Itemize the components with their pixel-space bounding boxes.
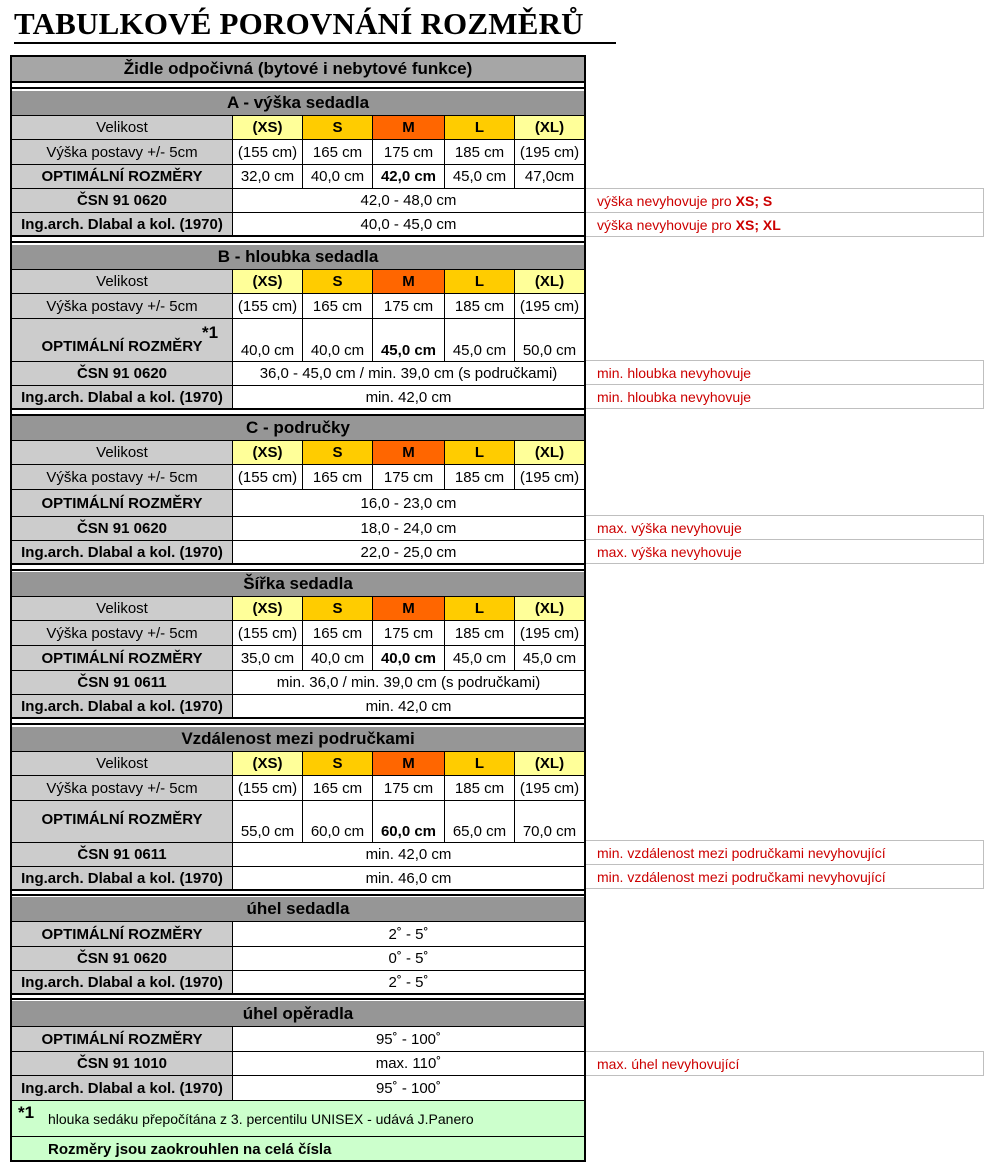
spacer [12, 237, 584, 243]
csn-value: 0˚ - 5˚ [232, 947, 584, 970]
size-m: M [372, 441, 444, 464]
section-b-optimal-row [12, 318, 584, 361]
section-f-header-row [12, 897, 584, 921]
height-m: 175 cm [372, 140, 444, 164]
height-s: 165 cm [302, 621, 372, 645]
size-xs: (XS) [232, 116, 302, 139]
dlabal-label: Ing.arch. Dlabal a kol. (1970) [12, 971, 232, 993]
height-l: 185 cm [444, 140, 514, 164]
csn-label: ČSN 91 0620 [12, 517, 232, 540]
dlabal-value: min. 46,0 cm [232, 867, 584, 889]
section-g-optimal-row [12, 1026, 584, 1051]
dlabal-label: Ing.arch. Dlabal a kol. (1970) [12, 1076, 232, 1100]
size-xl: (XL) [514, 752, 584, 775]
footnote-text-2: Rozměry jsou zaokrouhlen na celá čísla [48, 1141, 332, 1158]
dlabal-label: Ing.arch. Dlabal a kol. (1970) [12, 867, 232, 889]
size-xs: (XS) [232, 597, 302, 620]
height-xl: (195 cm) [514, 294, 584, 318]
height-xl: (195 cm) [514, 776, 584, 800]
section-c-header-row [12, 416, 584, 440]
section-a-optimal-row [12, 164, 584, 188]
note-c-dlabal-text: max. výška nevyhovuje [597, 543, 742, 560]
csn-value: 42,0 - 48,0 cm [232, 189, 584, 212]
section-f-dlabal-row [12, 970, 584, 995]
height-m: 175 cm [372, 621, 444, 645]
dlabal-value: 22,0 - 25,0 cm [232, 541, 584, 563]
note-b-dlabal [586, 384, 984, 409]
height-m: 175 cm [372, 294, 444, 318]
note-e-csn [586, 840, 984, 865]
velikost-label: Velikost [12, 752, 232, 775]
note-a-csn-bold: XS; S [735, 192, 773, 209]
section-a-dlabal-row [12, 212, 584, 237]
velikost-label: Velikost [12, 441, 232, 464]
height-xs: (155 cm) [232, 465, 302, 489]
section-e-header: Vzdálenost mezi područkami [12, 727, 584, 751]
size-xl: (XL) [514, 116, 584, 139]
section-b-dlabal-row [12, 385, 584, 410]
note-g-csn-text: max. úhel nevyhovující [597, 1055, 740, 1072]
csn-value: min. 36,0 / min. 39,0 cm (s područkami) [232, 671, 584, 694]
section-e-size-row [12, 751, 584, 775]
section-d-dlabal-row [12, 694, 584, 719]
optimal-l: 45,0 cm [444, 165, 514, 188]
section-b-height-row [12, 293, 584, 318]
section-c-height-row [12, 464, 584, 489]
size-s: S [302, 752, 372, 775]
csn-label: ČSN 91 1010 [12, 1052, 232, 1075]
note-c-csn [586, 515, 984, 540]
note-a-dlabal-bold: XS; XL [735, 216, 781, 233]
height-xs: (155 cm) [232, 776, 302, 800]
height-m: 175 cm [372, 776, 444, 800]
section-d-csn-row [12, 670, 584, 694]
height-l: 185 cm [444, 294, 514, 318]
optimal-label-text: OPTIMÁLNÍ ROZMĚRY [41, 338, 203, 355]
note-c-dlabal [586, 539, 984, 564]
height-xl: (195 cm) [514, 465, 584, 489]
dlabal-label: Ing.arch. Dlabal a kol. (1970) [12, 695, 232, 717]
optimal-xs: 32,0 cm [232, 165, 302, 188]
section-g-header-row [12, 1001, 584, 1026]
vyska-postavy-label: Výška postavy +/- 5cm [12, 465, 232, 489]
footnote-row-1 [12, 1100, 584, 1136]
size-s: S [302, 116, 372, 139]
csn-label: ČSN 91 0620 [12, 947, 232, 970]
section-d-header-row [12, 572, 584, 596]
dlabal-value: 40,0 - 45,0 cm [232, 213, 584, 235]
section-b-csn-row [12, 361, 584, 385]
height-xs: (155 cm) [232, 621, 302, 645]
note-b-csn-text: min. hloubka nevyhovuje [597, 364, 752, 381]
optimal-label: OPTIMÁLNÍ ROZMĚRY [12, 646, 232, 670]
optimal-value: 16,0 - 23,0 cm [232, 490, 584, 516]
section-e-dlabal-row [12, 866, 584, 891]
height-xl: (195 cm) [514, 140, 584, 164]
optimal-l: 45,0 cm [444, 319, 514, 361]
size-m: M [372, 597, 444, 620]
size-xs: (XS) [232, 752, 302, 775]
optimal-s: 40,0 cm [302, 319, 372, 361]
dlabal-value: min. 42,0 cm [232, 386, 584, 408]
height-l: 185 cm [444, 465, 514, 489]
optimal-xl: 47,0cm [514, 165, 584, 188]
height-m: 175 cm [372, 465, 444, 489]
csn-label: ČSN 91 0620 [12, 189, 232, 212]
optimal-xl: 70,0 cm [514, 801, 584, 842]
optimal-xl: 45,0 cm [514, 646, 584, 670]
section-e-header-row [12, 727, 584, 751]
section-b-size-row [12, 269, 584, 293]
size-xl: (XL) [514, 270, 584, 293]
section-a-height-row [12, 139, 584, 164]
note-g-csn [586, 1051, 984, 1076]
optimal-m: 60,0 cm [372, 801, 444, 842]
section-a-header: A - výška sedadla [12, 91, 584, 115]
dlabal-value: 95˚ - 100˚ [232, 1076, 584, 1100]
spacer [12, 995, 584, 1000]
vyska-postavy-label: Výška postavy +/- 5cm [12, 776, 232, 800]
vyska-postavy-label: Výška postavy +/- 5cm [12, 621, 232, 645]
section-c-size-row [12, 440, 584, 464]
section-f-header: úhel sedadla [12, 897, 584, 921]
optimal-xs: 35,0 cm [232, 646, 302, 670]
size-m: M [372, 270, 444, 293]
height-l: 185 cm [444, 776, 514, 800]
optimal-s: 40,0 cm [302, 165, 372, 188]
size-m: M [372, 116, 444, 139]
csn-label: ČSN 91 0611 [12, 671, 232, 694]
table-title-row [12, 57, 584, 83]
optimal-xs: 40,0 cm [232, 319, 302, 361]
section-c-csn-row [12, 516, 584, 540]
section-a-header-row [12, 91, 584, 115]
size-s: S [302, 597, 372, 620]
section-b-header-row [12, 245, 584, 269]
dlabal-label: Ing.arch. Dlabal a kol. (1970) [12, 386, 232, 408]
section-c-optimal-row [12, 489, 584, 516]
optimal-value: 95˚ - 100˚ [232, 1027, 584, 1051]
size-xl: (XL) [514, 597, 584, 620]
size-xl: (XL) [514, 441, 584, 464]
dlabal-value: min. 42,0 cm [232, 695, 584, 717]
vyska-postavy-label: Výška postavy +/- 5cm [12, 140, 232, 164]
height-s: 165 cm [302, 140, 372, 164]
height-xs: (155 cm) [232, 140, 302, 164]
comparison-table [10, 55, 586, 1162]
optimal-value: 2˚ - 5˚ [232, 922, 584, 946]
note-c-csn-text: max. výška nevyhovuje [597, 519, 742, 536]
section-e-optimal-row [12, 800, 584, 842]
section-g-header: úhel opěradla [12, 1001, 584, 1026]
height-s: 165 cm [302, 465, 372, 489]
asterisk-marker: *1 [202, 323, 219, 342]
note-b-dlabal-text: min. hloubka nevyhovuje [597, 388, 752, 405]
section-e-height-row [12, 775, 584, 800]
height-xs: (155 cm) [232, 294, 302, 318]
section-g-csn-row [12, 1051, 584, 1075]
spacer [12, 891, 584, 896]
section-c-header: C - područky [12, 416, 584, 440]
note-e-dlabal [586, 864, 984, 889]
optimal-label: OPTIMÁLNÍ ROZMĚRY [12, 1027, 232, 1051]
csn-value: max. 110˚ [232, 1052, 584, 1075]
size-l: L [444, 270, 514, 293]
optimal-s: 60,0 cm [302, 801, 372, 842]
optimal-label: OPTIMÁLNÍ ROZMĚRY [12, 922, 232, 946]
note-e-csn-text: min. vzdálenost mezi područkami nevyhovující [597, 844, 886, 861]
footnote-text-1: hlouka sedáku přepočítána z 3. percentilu UNISEX - udává J.Panero [48, 1111, 474, 1127]
note-a-csn-text: výška nevyhovuje pro [597, 192, 732, 209]
size-l: L [444, 597, 514, 620]
optimal-label: OPTIMÁLNÍ ROZMĚRY [12, 801, 232, 842]
spacer [12, 565, 584, 571]
section-d-optimal-row [12, 645, 584, 670]
section-b-header: B - hloubka sedadla [12, 245, 584, 269]
note-b-csn [586, 360, 984, 385]
size-s: S [302, 441, 372, 464]
size-s: S [302, 270, 372, 293]
size-m: M [372, 752, 444, 775]
section-d-size-row [12, 596, 584, 620]
height-s: 165 cm [302, 776, 372, 800]
optimal-l: 65,0 cm [444, 801, 514, 842]
size-l: L [444, 441, 514, 464]
section-e-csn-row [12, 842, 584, 866]
section-g-dlabal-row [12, 1075, 584, 1100]
size-xs: (XS) [232, 441, 302, 464]
section-f-optimal-row [12, 921, 584, 946]
dlabal-label: Ing.arch. Dlabal a kol. (1970) [12, 213, 232, 235]
spacer [12, 719, 584, 725]
section-d-header: Šířka sedadla [12, 572, 584, 596]
csn-value: 18,0 - 24,0 cm [232, 517, 584, 540]
velikost-label: Velikost [12, 116, 232, 139]
csn-value: 36,0 - 45,0 cm / min. 39,0 cm (s područkami) [232, 362, 584, 385]
csn-label: ČSN 91 0620 [12, 362, 232, 385]
optimal-label: OPTIMÁLNÍ ROZMĚRY [12, 490, 232, 516]
optimal-m: 42,0 cm [372, 165, 444, 188]
dlabal-value: 2˚ - 5˚ [232, 971, 584, 993]
size-l: L [444, 752, 514, 775]
optimal-m: 40,0 cm [372, 646, 444, 670]
note-a-dlabal [586, 212, 984, 237]
note-e-dlabal-text: min. vzdálenost mezi područkami nevyhovující [597, 868, 886, 885]
height-l: 185 cm [444, 621, 514, 645]
section-a-csn-row [12, 188, 584, 212]
dlabal-label: Ing.arch. Dlabal a kol. (1970) [12, 541, 232, 563]
velikost-label: Velikost [12, 270, 232, 293]
document-title: TABULKOVÉ POROVNÁNÍ ROZMĚRŮ [14, 6, 616, 44]
footnote-asterisk: *1 [18, 1103, 35, 1122]
size-l: L [444, 116, 514, 139]
velikost-label: Velikost [12, 597, 232, 620]
csn-label: ČSN 91 0611 [12, 843, 232, 866]
size-xs: (XS) [232, 270, 302, 293]
optimal-label: OPTIMÁLNÍ ROZMĚRY [12, 165, 232, 188]
optimal-xs: 55,0 cm [232, 801, 302, 842]
optimal-l: 45,0 cm [444, 646, 514, 670]
section-f-csn-row [12, 946, 584, 970]
section-c-dlabal-row [12, 540, 584, 565]
note-a-dlabal-text: výška nevyhovuje pro [597, 216, 732, 233]
optimal-xl: 50,0 cm [514, 319, 584, 361]
table-title: Židle odpočivná (bytové i nebytové funkce) [12, 57, 584, 81]
section-a-size-row [12, 115, 584, 139]
note-a-csn [586, 188, 984, 213]
spacer [12, 83, 584, 89]
optimal-label [12, 319, 232, 361]
height-xl: (195 cm) [514, 621, 584, 645]
footnote-row-2 [12, 1136, 584, 1160]
optimal-s: 40,0 cm [302, 646, 372, 670]
height-s: 165 cm [302, 294, 372, 318]
vyska-postavy-label: Výška postavy +/- 5cm [12, 294, 232, 318]
optimal-m: 45,0 cm [372, 319, 444, 361]
csn-value: min. 42,0 cm [232, 843, 584, 866]
section-d-height-row [12, 620, 584, 645]
